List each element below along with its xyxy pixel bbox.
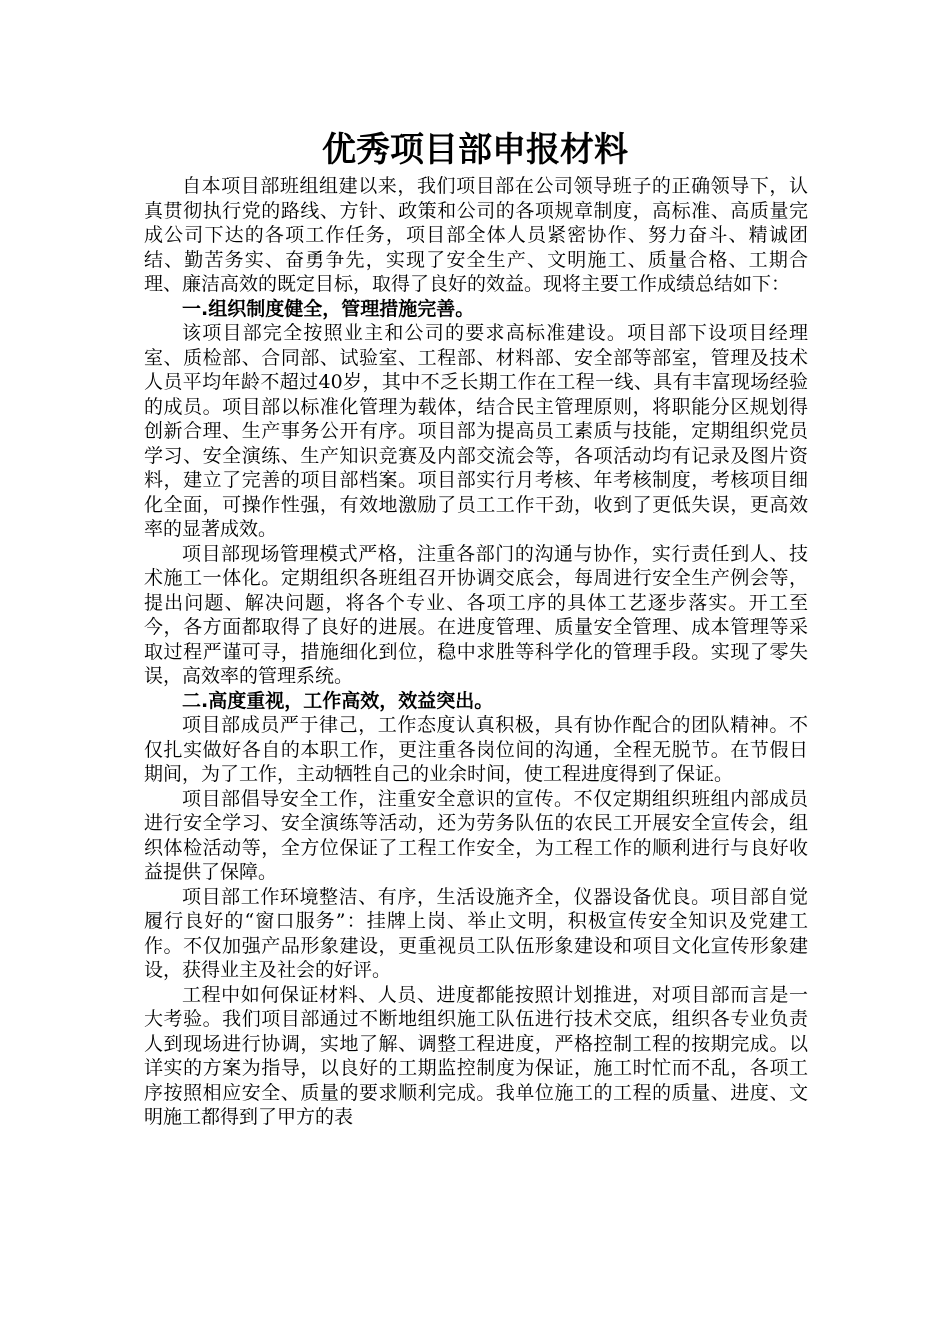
body-paragraph: 项目部倡导安全工作，注重安全意识的宣传。不仅定期组织班组内部成员进行安全学习、安全演练等活动，还为劳务队伍的农民工开展安全宣传会，组织体检活动等，全方位保证了工程工作安全，为工程工作的顺利进行与良好收益提供了保障。	[144, 787, 808, 883]
body-paragraph: 工程中如何保证材料、人员、进度都能按照计划推进，对项目部而言是一大考验。我们项目部通过不断地组织施工队伍进行技术交底，组织各专业负责人到现场进行协调，实地了解、调整工程进度，严格控制工程的按期完成。以详实的方案为指导，以良好的工期监控制度为保证，施工时忙而不乱，各项工序按照相应安全、质量的要求顺利完成。我单位施工的工程的质量、进度、文明施工都得到了甲方的表	[144, 983, 808, 1128]
body-paragraph: 项目部现场管理模式严格，注重各部门的沟通与协作，实行责任到人、技术施工一体化。定期组织各班组召开协调交底会，每周进行安全生产例会等，提出问题、解决问题，将各个专业、各项工序的具体工艺逐步落实。开工至今，各方面都取得了良好的进展。在进度管理、质量安全管理、成本管理等采取过程严谨可寻，措施细化到位，稳中求胜等科学化的管理手段。实现了零失误，高效率的管理系统。	[144, 542, 808, 687]
section-heading-2: 二.高度重视，工作高效，效益突出。	[182, 689, 494, 712]
body-paragraph: 该项目部完全按照业主和公司的要求高标准建设。项目部下设项目经理室、质检部、合同部、试验室、工程部、材料部、安全部等部室，管理及技术人员平均年龄不超过40岁，其中不乏长期工作在工程一线、具有丰富现场经验的成员。项目部以标准化管理为载体，结合民主管理原则，将职能分区规划得创新合理、生产事务公开有序。项目部为提高员工素质与技能，定期组织党员学习、安全演练、生产知识竞赛及内部交流会等，各项活动均有记录及图片资料，建立了完善的项目部档案。项目部实行月考核、年考核制度，考核项目细化全面，可操作性强，有效地激励了员工工作干劲，收到了更低失误，更高效率的显著成效。	[144, 322, 808, 540]
document-body	[144, 174, 808, 1130]
document-title: 优秀项目部申报材料	[322, 130, 628, 170]
body-paragraph: 项目部工作环境整洁、有序，生活设施齐全，仪器设备优良。项目部自觉履行良好的“窗口服务”：挂牌上岗、举止文明，积极宣传安全知识及党建工作。不仅加强产品形象建设，更重视员工队伍形象建设和项目文化宣传形象建设，获得业主及社会的好评。	[144, 885, 808, 981]
intro-paragraph: 自本项目部班组组建以来，我们项目部在公司领导班子的正确领导下，认真贯彻执行党的路线、方针、政策和公司的各项规章制度，高标准、高质量完成公司下达的各项工作任务，项目部全体人员紧密协作、努力奋斗、精诚团结、勤苦务实、奋勇争先，实现了安全生产、文明施工、质量合格、工期合理、廉洁高效的既定目标，取得了良好的效益。现将主要工作成绩总结如下：	[144, 175, 808, 295]
body-paragraph: 项目部成员严于律己，工作态度认真积极，具有协作配合的团队精神。不仅扎实做好各自的本职工作，更注重各岗位间的沟通，全程无脱节。在节假日期间，为了工作，主动牺牲自己的业余时间，使工程进度得到了保证。	[144, 714, 808, 785]
section-heading-1: 一.组织制度健全，管理措施完善。	[182, 297, 475, 320]
